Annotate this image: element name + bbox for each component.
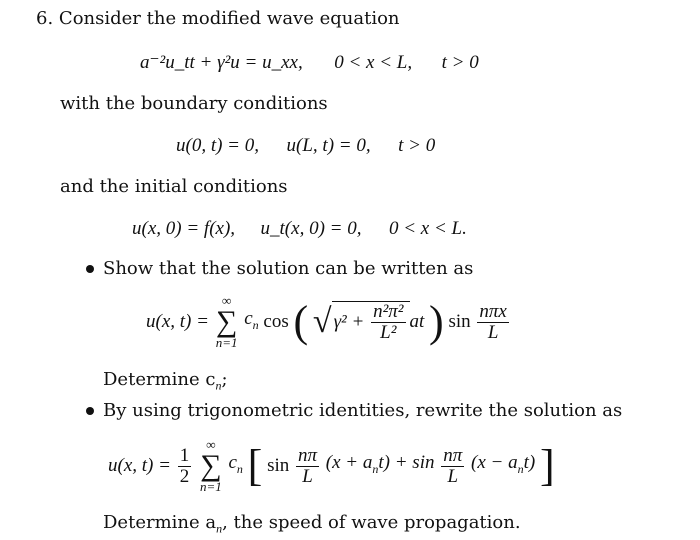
- right-paren-icon: ): [429, 297, 444, 346]
- bullet-dot-1: [86, 265, 94, 273]
- sol1-frac-den: L²: [380, 322, 397, 343]
- boundary-conditions: [176, 135, 435, 157]
- sol1-lhs: u(x, t) =: [146, 311, 209, 332]
- sol2-half-num: 1: [179, 444, 190, 466]
- sol1-cos: cos: [263, 311, 289, 332]
- determine-cn-sub: n: [215, 378, 222, 393]
- bc-time: t > 0: [398, 135, 436, 156]
- sol1-sum-upper: ∞: [221, 293, 232, 308]
- determine-cn-text: Determine c: [103, 369, 216, 390]
- determine-cn-end: ;: [221, 369, 228, 390]
- problem-number: 6.: [36, 8, 54, 29]
- ic-f: u(x, 0) = f(x),: [132, 218, 236, 239]
- sol2-half-den: 2: [179, 465, 190, 487]
- sol1-sqrt: [332, 301, 410, 343]
- sol2-frac1-num: nπ: [298, 444, 318, 466]
- sol2-sum: [200, 438, 222, 494]
- bullet-dot-2: [86, 407, 94, 415]
- left-paren-icon: (: [293, 297, 309, 346]
- sol2-arg1: $(x + a_nt) + \sin$: [325, 452, 435, 476]
- problem-intro: Consider the modified wave equation: [58, 8, 400, 29]
- sol1-sum: [216, 294, 238, 350]
- left-bracket-icon: [: [247, 441, 263, 490]
- wave-equation: [140, 52, 479, 74]
- sol2-frac2-num: nπ: [443, 444, 463, 466]
- sigma-icon: ∑: [200, 449, 222, 482]
- sol1-gamma2: γ² +: [333, 311, 365, 333]
- sol2-frac1-den: L: [302, 465, 313, 487]
- sol1-sin-num: nπx: [479, 300, 507, 322]
- ic-domain: 0 < x < L.: [388, 218, 467, 239]
- sol2-half: [178, 446, 192, 487]
- determine-an-text: Determine a: [103, 512, 217, 533]
- bullet-1-text: Show that the solution can be written as: [103, 258, 474, 279]
- sol2-sin1: sin: [267, 455, 290, 476]
- sol2-frac2-den: L: [447, 465, 459, 487]
- sol2-frac2: [441, 446, 464, 487]
- wave-eq-main: a⁻²u_tt + γ²u = u_xx,: [140, 52, 303, 73]
- initial-conditions: [132, 218, 467, 240]
- bc-left: u(0, t) = 0,: [176, 135, 260, 156]
- sol1-sin-den: L: [487, 321, 499, 343]
- solution-series-2: [108, 438, 555, 500]
- determine-an: [103, 512, 521, 540]
- wave-eq-time: t > 0: [441, 52, 479, 73]
- sol2-frac1: [296, 446, 319, 487]
- determine-cn: [103, 369, 228, 397]
- solution-series-1: [146, 294, 511, 356]
- sol1-sum-lower: n=1: [215, 335, 238, 350]
- sol1-frac-num: n²π²: [373, 301, 404, 322]
- sol2-sum-upper: ∞: [206, 437, 216, 452]
- sol2-lhs: u(x, t) =: [108, 455, 171, 476]
- problem-heading: [36, 8, 400, 30]
- sqrt-icon: √: [312, 303, 332, 340]
- right-bracket-icon: ]: [539, 441, 555, 490]
- boundary-intro: with the boundary conditions: [60, 93, 328, 114]
- sol2-cn: $c_n$: [228, 452, 243, 476]
- sol2-sum-lower: n=1: [199, 479, 222, 494]
- determine-an-end: , the speed of wave propagation.: [222, 512, 521, 533]
- sol1-cn: $c_n$: [244, 308, 259, 332]
- sigma-icon: ∑: [215, 305, 238, 338]
- wave-eq-domain: 0 < x < L,: [334, 52, 413, 73]
- sol1-at: at: [409, 311, 425, 332]
- sol1-sin-frac: [477, 302, 508, 343]
- ic-ut: u_t(x, 0) = 0,: [260, 218, 362, 239]
- bullet-2-text: By using trigonometric identities, rewrite the solution as: [103, 400, 623, 421]
- sol1-sin: sin: [448, 311, 471, 332]
- initial-intro: and the initial conditions: [60, 176, 288, 197]
- bc-right: u(L, t) = 0,: [286, 135, 371, 156]
- determine-an-sub: n: [216, 521, 223, 536]
- sol2-arg2: $(x - a_nt)$: [471, 452, 536, 476]
- sol1-frac: [371, 302, 405, 343]
